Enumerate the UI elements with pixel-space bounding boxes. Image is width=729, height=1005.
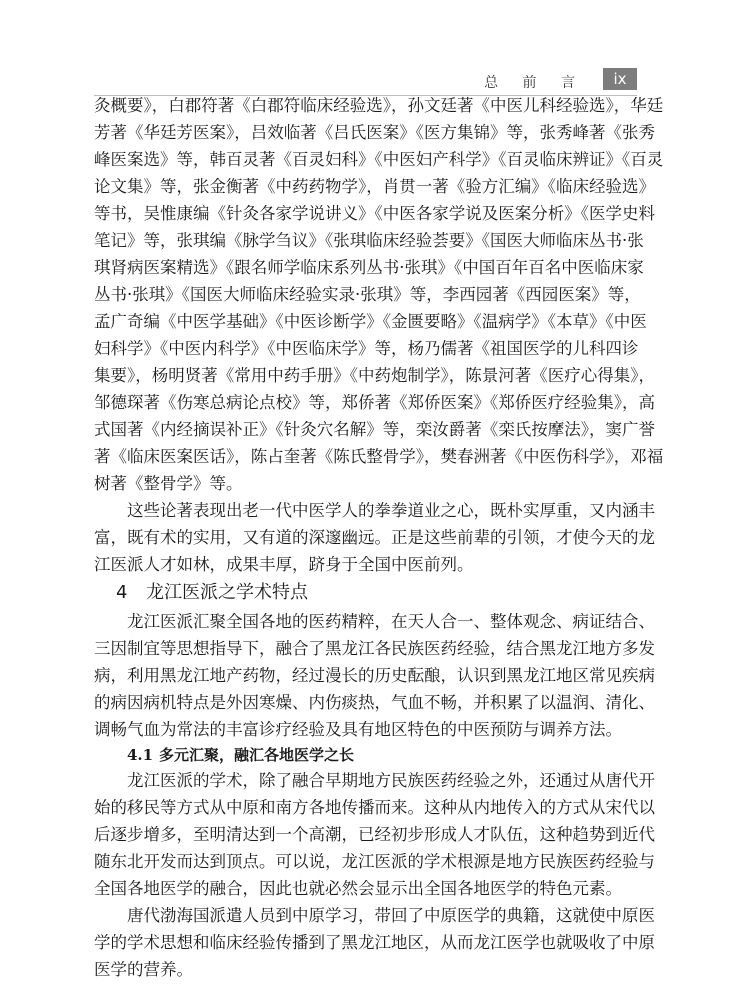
text-line: 随东北开发而达到顶点。可以说，龙江医派的学术根源是地方民族医药经验与 <box>94 852 655 871</box>
paragraph <box>94 608 655 743</box>
text-line: 调畅气血为常法的丰富诊疗经验及具有地区特色的中医预防与调养方法。 <box>94 720 622 739</box>
text-line: 峰医案选》等，韩百灵著《百灵妇科》《中医妇产科学》《百灵临床辨证》《百灵 <box>94 150 664 169</box>
text-line: 论文集》等，张金衡著《中药药物学》，肖贯一著《验方汇编》《临床经验选》 <box>94 177 655 196</box>
text-line: 龙江医派汇聚全国各地的医药精粹，在天人合一、整体观念、病证结合、 <box>127 612 655 631</box>
text-line: 始的移民等方式从中原和南方各地传播而来。这种从内地传入的方式从宋代以 <box>94 798 655 817</box>
page-number: ix <box>603 68 637 90</box>
text-line: 这些论著表现出老一代中医学人的拳拳道业之心，既朴实厚重，又内涵丰 <box>127 501 655 520</box>
heading-number: 4.1 <box>127 746 154 764</box>
text-line: 灸概要》，白郡符著《白郡符临床经验选》，孙文廷著《中医儿科经验选》，华廷 <box>94 96 664 115</box>
text-line: 树著《整骨学》等。 <box>94 474 243 493</box>
text-line: 式国著《内经摘误补正》《针灸穴名解》等，栾汝爵著《栾氏按摩法》，窦广誉 <box>94 420 655 439</box>
text-line: 琪肾病医案精选》《跟名师学临床系列丛书·张琪》《中国百年百名中医临床家 <box>94 258 644 277</box>
page-body <box>94 92 664 983</box>
text-line: 的病因病机特点是外因寒燥、内伤痰热，气血不畅，并积累了以温润、清化、 <box>94 693 655 712</box>
paragraph <box>94 497 655 578</box>
section-heading <box>94 578 637 607</box>
text-line: 后逐步增多，至明清达到一个高潮，已经初步形成人才队伍，这种趋势到近代 <box>94 825 655 844</box>
text-line: 江医派人才如林，成果丰厚，跻身于全国中医前列。 <box>94 555 474 574</box>
text-line: 集要》，杨明贤著《常用中药手册》《中药炮制学》，陈景河著《医疗心得集》， <box>94 366 655 385</box>
paragraph <box>94 767 655 902</box>
text-line: 芳著《华廷芳医案》，吕效临著《吕氏医案》《医方集锦》等，张秀峰著《张秀 <box>94 123 655 142</box>
text-line: 医学的营养。 <box>94 960 193 979</box>
paragraph <box>94 92 664 497</box>
text-line: 学的学术思想和临床经验传播到了黑龙江地区，从而龙江医学也就吸收了中原 <box>94 933 655 952</box>
paragraph <box>94 902 655 983</box>
text-line: 三因制宜等思想指导下，融合了黑龙江各民族医药经验，结合黑龙江地方多发 <box>94 639 655 658</box>
text-line: 富，既有术的实用，又有道的深邃幽远。正是这些前辈的引领，才使今天的龙 <box>94 528 655 547</box>
heading-title: 龙江医派之学术特点 <box>146 582 308 603</box>
subsection-heading <box>94 743 637 767</box>
text-line: 笔记》等，张琪编《脉学刍议》《张琪临床经验荟要》《国医大师临床丛书·张 <box>94 231 644 250</box>
heading-number: 4 <box>116 582 128 603</box>
text-line: 著《临床医案医话》，陈占奎著《陈氏整骨学》，樊春洲著《中医伤科学》，邓福 <box>94 447 664 466</box>
text-line: 唐代渤海国派遣人员到中原学习，带回了中原医学的典籍，这就使中原医 <box>127 906 655 925</box>
text-line: 龙江医派的学术，除了融合早期地方民族医药经验之外，还通过从唐代开 <box>127 771 655 790</box>
text-line: 妇科学》《中医内科学》《中医临床学》等，杨乃儒著《祖国医学的儿科四诊 <box>94 339 639 358</box>
text-line: 全国各地医学的融合，因此也就必然会显示出全国各地医学的特色元素。 <box>94 879 622 898</box>
heading-title: 多元汇聚，融汇各地医学之长 <box>159 746 355 764</box>
text-line: 邹德琛著《伤寒总病论点校》等，郑侨著《郑侨医案》《郑侨医疗经验集》，高 <box>94 393 655 412</box>
text-line: 等书，吴惟康编《针灸各家学说讲义》《中医各家学说及医案分析》《医学史料 <box>94 204 655 223</box>
text-line: 孟广奇编《中医学基础》《中医诊断学》《金匮要略》《温病学》《本草》《中医 <box>94 312 647 331</box>
text-line: 丛书·张琪》《国医大师临床经验实录·张琪》等，李西园著《西园医案》等， <box>94 285 641 304</box>
running-title: 总 前 言 <box>484 75 585 91</box>
text-line: 病，利用黑龙江地产药物，经过漫长的历史酝酿，认识到黑龙江地区常见疾病 <box>94 666 655 685</box>
